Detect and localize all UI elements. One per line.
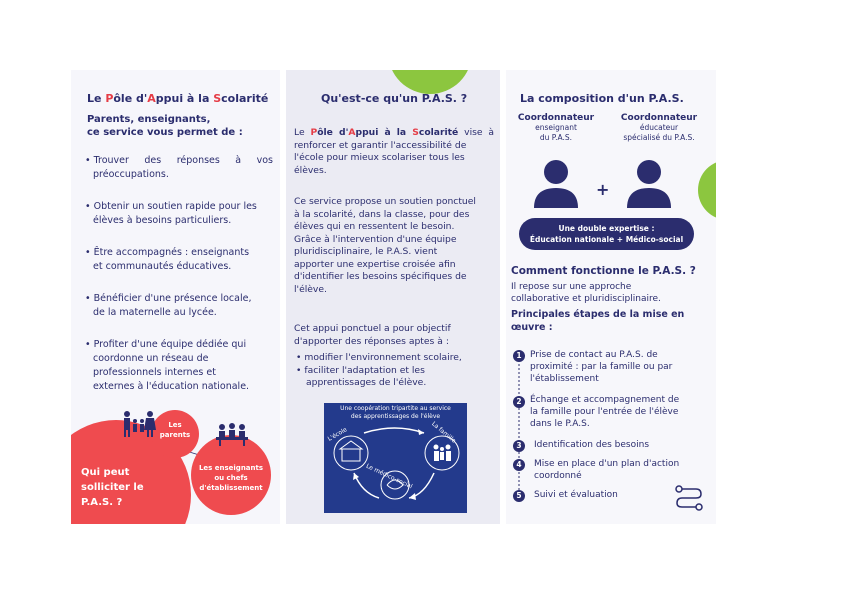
label-medico-social: Le médico-social (364, 462, 414, 491)
step-text: Mise en place d'un plan d'action coordonné (534, 459, 680, 481)
who-text: Qui peut solliciter le P.A.S. ? (81, 467, 144, 508)
bullet-item: • Être accompagnés : enseignants et communautés éducatives. (85, 247, 250, 272)
steps-timeline (517, 352, 521, 498)
step-number: 4 (513, 459, 525, 471)
label-school: L'école (326, 426, 349, 443)
bullet-item: • Profiter d'une équipe dédiée qui coordonne un réseau de professionnels internes et externes à l'éducation nationale. (85, 339, 250, 392)
how-title: Comment fonctionne le P.A.S. ? (511, 265, 696, 277)
panel-pas-intro (71, 70, 280, 524)
cooperation-diagram (324, 403, 467, 513)
plus-sign: + (596, 180, 610, 199)
person-icon (624, 160, 674, 208)
green-decor-circle (388, 70, 472, 94)
bullet-item: • Obtenir un soutien rapide pour les élèves à besoins particuliers. (85, 201, 257, 226)
step-number: 5 (513, 490, 525, 502)
bullet-item: • Trouver des réponses à vos préoccupations. (85, 155, 273, 180)
teachers-text: Les enseignants ou chefs d'établissement (198, 464, 264, 492)
family-icon (121, 410, 157, 438)
panel2-title: Qu'est-ce qu'un P.A.S. ? (321, 92, 468, 105)
panel2-para1: Le Pôle d'Appui à la Scolarité vise à renforcer et garantir l'accessibilité de l'école pour mieux scolariser tous les élèves. (294, 127, 495, 176)
panel2-para2: Ce service propose un soutien ponctuel à la scolarité, dans la classe, pour des élèves qui en ressentent le besoin. Grâce à l'intervention d'une équipe pluridisciplinaire, le P.A.S. vient apporter une expertise croisée afin d'identifier les besoins spécifiques de l'élève. (294, 196, 476, 295)
panel3-title: La composition d'un P.A.S. (520, 92, 684, 105)
step-number: 2 (513, 396, 525, 408)
coordinator-teacher: Coordonnateur enseignant du P.A.S. (517, 113, 595, 142)
meeting-icon (214, 422, 250, 446)
parents-text: Les parents (159, 421, 191, 439)
cooperation-box (324, 403, 467, 513)
coordinator-educator: Coordonnateur éducateur spécialisé du P.A.S. (620, 113, 698, 142)
step-text: Échange et accompagnement de la famille pour l'entrée de l'élève dans le P.A.S. (530, 395, 680, 429)
cooperation-box-title: Une coopération tripartite au service des apprentissages de l'élève (340, 405, 451, 420)
expertise-banner: Une double expertise : Éducation nationale + Médico-social (519, 218, 694, 250)
step-number: 1 (513, 350, 525, 362)
label-family: La famille (430, 420, 458, 445)
steps-title: Principales étapes de la mise en œuvre : (511, 309, 685, 333)
panel2-bullets: • modifier l'environnement scolaire, • faciliter l'adaptation et les apprentissages de l'élève. (296, 352, 462, 388)
step-number: 3 (513, 440, 525, 452)
bullet-item: • Bénéficier d'une présence locale, de la maternelle au lycée. (85, 293, 252, 318)
step-text: Prise de contact au P.A.S. de proximité : par la famille ou par l'établissement (530, 350, 673, 384)
panel-what-is-pas (286, 70, 500, 524)
panel1-intro: Parents, enseignants, ce service vous permet de : (87, 114, 243, 138)
step-text: Identification des besoins (534, 440, 650, 450)
panel2-para3: Cet appui ponctuel a pour objectif d'apporter des réponses aptes à : (294, 323, 451, 347)
panel1-title: Le Pôle d'Appui à la Scolarité (87, 92, 269, 105)
process-route-icon (674, 483, 704, 513)
panel-composition (506, 70, 716, 524)
person-icon (531, 160, 581, 208)
step-text: Suivi et évaluation (534, 490, 618, 500)
how-text: Il repose sur une approche collaborative et pluridisciplinaire. (511, 282, 661, 304)
green-side-circle (698, 160, 716, 220)
